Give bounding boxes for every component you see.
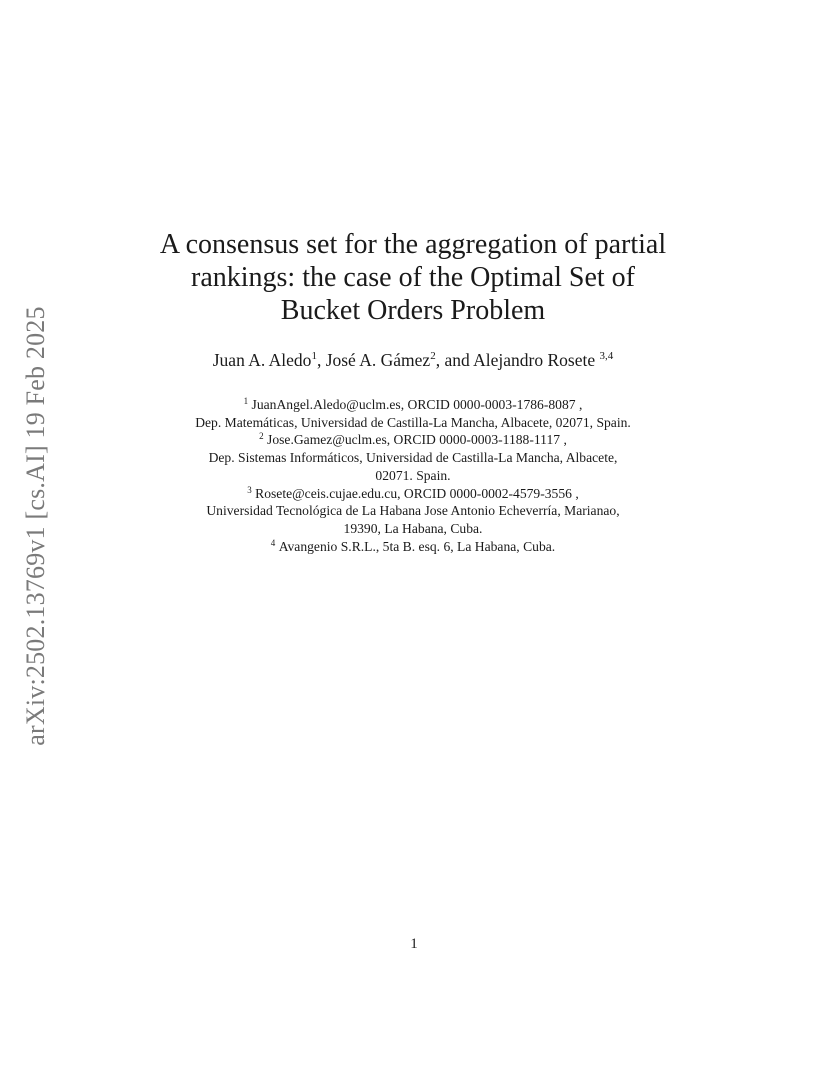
paper-title [130, 228, 696, 327]
author-name: Alejandro Rosete [473, 350, 600, 370]
affiliation-text: Jose.Gamez@uclm.es, ORCID 0000-0003-1188-1117 , [267, 432, 567, 448]
author-separator: , and [435, 350, 474, 370]
affiliation-line [120, 431, 706, 449]
affiliation-mark: 1 [243, 396, 249, 406]
affiliation-line [120, 538, 706, 556]
affiliation-line [120, 485, 706, 503]
affiliation-text: Rosete@ceis.cujae.edu.cu, ORCID 0000-0002-4579-3556 , [255, 485, 579, 501]
affiliation-mark: 3,4 [599, 350, 614, 362]
author-separator: , [316, 350, 326, 370]
title-line: rankings: the case of the Optimal Set of [191, 262, 635, 293]
affiliation-mark: 2 [259, 431, 264, 442]
author-list [100, 349, 726, 371]
page-number: 1 [410, 936, 418, 952]
affiliation-line: 19390, La Habana, Cuba. [343, 520, 483, 536]
affiliation-line [120, 396, 706, 414]
affiliation-text: Avangenio S.R.L., 5ta B. esq. 6, La Habana, Cuba. [278, 538, 556, 554]
affiliation-text: JuanAngel.Aledo@uclm.es, ORCID 0000-0003-1786-8087 , [251, 397, 583, 412]
affiliation-line: Dep. Matemáticas, Universidad de Castilla-La Mancha, Albacete, 02071, Spain. [195, 414, 631, 430]
affiliation-mark: 2 [430, 350, 436, 362]
title-line: Bucket Orders Problem [280, 295, 546, 326]
affiliation-line: Dep. Sistemas Informáticos, Universidad de Castilla-La Mancha, Albacete, [208, 450, 618, 466]
affiliation-line: Universidad Tecnológica de La Habana Jose Antonio Echeverría, Marianao, [206, 503, 620, 519]
arxiv-identifier-stamp: arXiv:2502.13769v1 [cs.AI] 19 Feb 2025 [21, 306, 50, 746]
affiliation-mark: 1 [311, 350, 317, 362]
author-name: Juan A. Aledo [212, 350, 312, 370]
affiliation-mark: 3 [247, 484, 252, 495]
affiliation-line: 02071. Spain. [375, 467, 451, 483]
affiliation-list [120, 396, 706, 555]
author-name: José A. Gámez [325, 350, 431, 370]
title-line: A consensus set for the aggregation of partial [159, 229, 667, 260]
affiliation-mark: 4 [270, 537, 276, 548]
